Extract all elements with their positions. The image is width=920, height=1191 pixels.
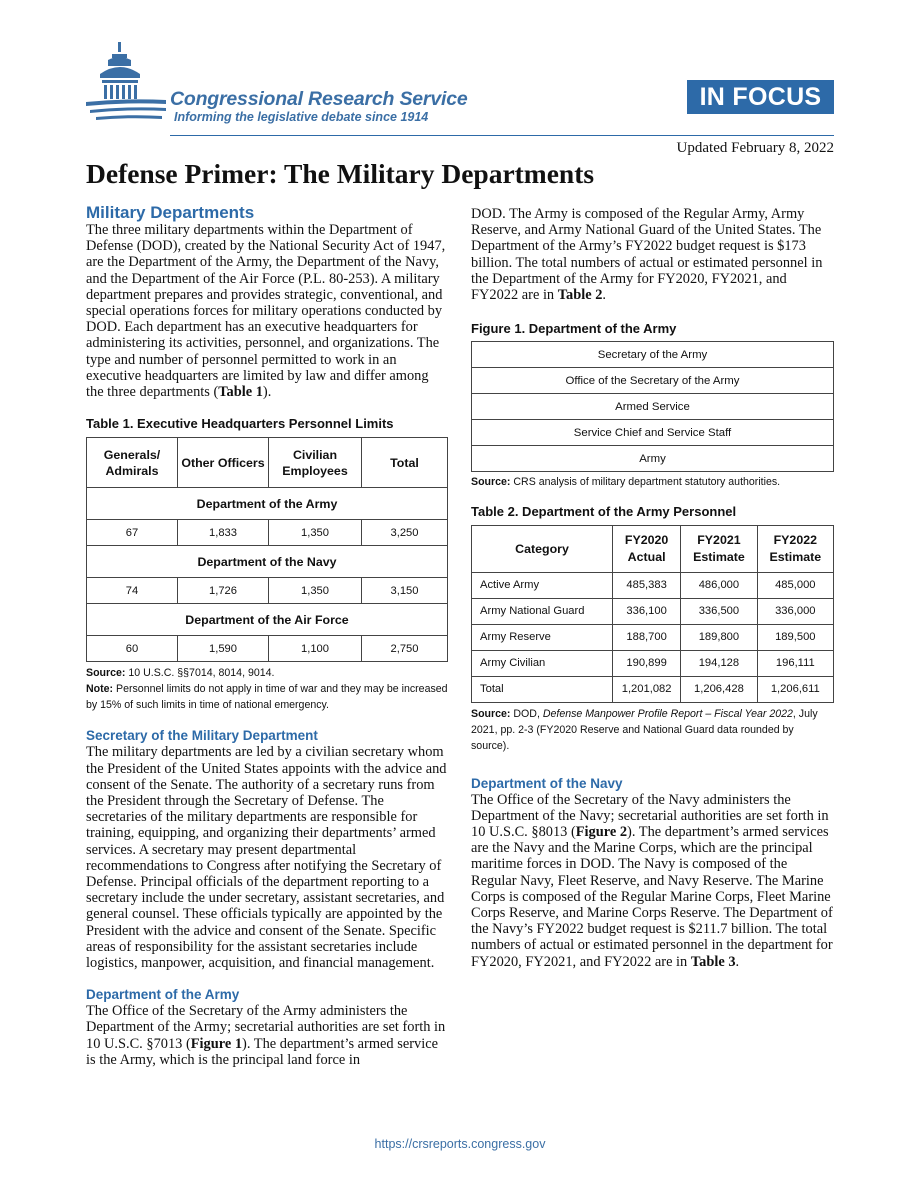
left-column xyxy=(86,203,448,1068)
table2-cell: 1,201,082 xyxy=(613,676,681,702)
table2-cell: 189,800 xyxy=(681,624,757,650)
army-cont-text: DOD. The Army is composed of the Regular Army, Army Reserve, and Army National Guard of the United States. The Department of the Army’s FY2022 budget request is $173 billion. The total numbers of actual or estimated personnel in the Department of the Army for FY2020, FY2021, and FY2022 are in xyxy=(471,206,823,304)
table2-cell: 188,700 xyxy=(613,624,681,650)
table2-header: Category xyxy=(472,525,613,572)
table1-cell: 74 xyxy=(87,578,178,604)
navy-text-mid: ). The department’s armed services are the Navy and the Marine Corps, which are the principal maritime forces in DOD. The Navy is composed of the Regular Navy, Fleet Reserve, and Navy Reserve. The Marine Corps is composed of the Regular Marine Corps, Fleet Marine Corps Reserve, and Marine Corps Reserve. The Department of the Navy’s FY2022 budget request is $211.7 billion. The total numbers of actual or estimated personnel in the department for FY2020, FY2021, and FY2022 are in xyxy=(471,824,833,970)
footer-link[interactable]: https://crsreports.congress.gov xyxy=(374,1137,546,1151)
table2-cell: 194,128 xyxy=(681,650,757,676)
table2-cell: 336,500 xyxy=(681,598,757,624)
source-label: Source: xyxy=(471,707,511,720)
army-org-figure xyxy=(471,341,834,472)
table1-cell: 1,833 xyxy=(178,520,269,546)
updated-date: Updated February 8, 2022 xyxy=(676,140,834,156)
figure1-ref: Figure 1 xyxy=(190,1035,243,1052)
table1-cell: 1,350 xyxy=(269,578,362,604)
figure1-caption: Figure 1. Department of the Army xyxy=(471,321,677,337)
org-box: Office of the Secretary of the Army xyxy=(472,368,834,394)
table2-cell: 189,500 xyxy=(757,624,833,650)
table2-cell: 1,206,428 xyxy=(681,676,757,702)
figure2-ref: Figure 2 xyxy=(575,824,628,841)
source-text-end: , July 2021, pp. 2-3 (FY2020 Reserve and National Guard data rounded by source). xyxy=(471,707,818,752)
section-heading-navy: Department of the Navy xyxy=(471,775,623,791)
table2-cell: Army National Guard xyxy=(472,598,613,624)
table2-cell: 336,000 xyxy=(757,598,833,624)
navy-text-end: . xyxy=(735,953,740,970)
table2-cell: 1,206,611 xyxy=(757,676,833,702)
table2-cell: Army Civilian xyxy=(472,650,613,676)
source-title: Defense Manpower Profile Report – Fiscal Year 2022 xyxy=(542,707,793,720)
figure1-source xyxy=(471,474,834,490)
table1-header: Civilian Employees xyxy=(269,438,362,488)
source-text: DOD, xyxy=(510,707,543,720)
table-row xyxy=(472,598,834,624)
org-box: Army xyxy=(472,446,834,472)
in-focus-badge: IN FOCUS xyxy=(687,80,834,114)
table1-cell: 3,250 xyxy=(362,520,448,546)
table1-note xyxy=(86,681,448,713)
table2-source xyxy=(471,706,834,754)
table2-header: FY2022 Estimate xyxy=(757,525,833,572)
org-name: Congressional Research Service xyxy=(170,88,468,110)
table2-cell: 486,000 xyxy=(681,572,757,598)
navy-paragraph xyxy=(471,792,834,970)
section-heading-secretary: Secretary of the Military Department xyxy=(86,728,318,744)
source-label: Source: xyxy=(471,476,511,489)
table1-cell: 3,150 xyxy=(362,578,448,604)
table1-section: Department of the Navy xyxy=(87,546,448,578)
table2-header: FY2020 Actual xyxy=(613,525,681,572)
note-label: Note: xyxy=(86,683,114,696)
table1-cell: 2,750 xyxy=(362,636,448,662)
table-row xyxy=(472,572,834,598)
table1-cell: 1,100 xyxy=(269,636,362,662)
header-rule xyxy=(170,135,834,136)
table2-cell: Active Army xyxy=(472,572,613,598)
intro-paragraph xyxy=(86,222,448,400)
source-label: Source: xyxy=(86,667,126,680)
table2-caption: Table 2. Department of the Army Personnel xyxy=(471,504,737,520)
navy-text: The Office of the Secretary of the Navy administers the Department of the Navy; secretarial authorities are set forth in 10 U.S.C. §8013 ( xyxy=(471,791,829,841)
table1-header: Total xyxy=(362,438,448,488)
org-box: Secretary of the Army xyxy=(472,342,834,368)
army-paragraph xyxy=(86,1003,448,1068)
table1-source xyxy=(86,665,448,681)
army-cont-end: . xyxy=(602,287,606,304)
army-continued-paragraph xyxy=(471,206,834,303)
table1-cell: 1,590 xyxy=(178,636,269,662)
table-row xyxy=(472,624,834,650)
source-text: CRS analysis of military department statutory authorities. xyxy=(510,476,781,489)
table2-cell: 485,383 xyxy=(613,572,681,598)
table1-cell: 60 xyxy=(87,636,178,662)
army-text-end: ). The department’s armed service is the Army, which is the principal land force in xyxy=(86,1035,438,1068)
secretary-paragraph: The military departments are led by a civilian secretary whom the President of the United States appoints with the advice and consent of the Senate. The authority of a secretary runs from the President through the Secretary of Defense. The secretaries of the military departments are responsible for training, equipping, and organizing their departments’ armed services. A secretary may present departmental recommendations to Congress after notifying the Secretary of Defense. Principal officials of the department reporting to a secretary include the under secretary, assistant secretaries, and general counsel. These officials typically are appointed by the President with the advice and consent of the Senate. Specific areas of responsibility for the assistant secretaries include logistics, manpower, acquisition, and financial management. xyxy=(86,744,447,972)
table-row xyxy=(472,676,834,702)
note-text: Personnel limits do not apply in time of war and they may be increased by 15% of such limits in time of national emergency. xyxy=(86,683,448,712)
table1-section: Department of the Army xyxy=(87,488,448,520)
org-tagline: Informing the legislative debate since 1914 xyxy=(174,110,429,124)
table1-caption: Table 1. Executive Headquarters Personnel Limits xyxy=(86,416,394,432)
table-row xyxy=(472,650,834,676)
table2-header: FY2021 Estimate xyxy=(681,525,757,572)
intro-text-end: ). xyxy=(262,384,272,401)
table3-ref: Table 3 xyxy=(690,953,736,970)
table1-header: Other Officers xyxy=(178,438,269,488)
right-column xyxy=(471,206,834,970)
table2-cell: 196,111 xyxy=(757,650,833,676)
section-heading-military-departments: Military Departments xyxy=(86,203,255,222)
table2-ref: Table 2 xyxy=(557,287,603,304)
table2-cell: 336,100 xyxy=(613,598,681,624)
intro-text: The three military departments within the Department of Defense (DOD), created by the National Security Act of 1947, are the Department of the Army, the Department of the Navy, and the Department of the Air Force (P.L. 80-253). A military department prepares and provides strategic, conventional, and special operations forces for military operations conducted by DOD. Each department has an executive headquarters for administering its activities, personnel, and organizations. The type and number of personnel permitted to work in an executive headquarters are limited by law and differ among the three departments ( xyxy=(86,222,446,401)
personnel-limits-table xyxy=(86,437,448,662)
table1-section: Department of the Air Force xyxy=(87,604,448,636)
table2-cell: Total xyxy=(472,676,613,702)
army-text: The Office of the Secretary of the Army administers the Department of the Army; secretarial authorities are set forth in 10 U.S.C. §7013 ( xyxy=(86,1003,446,1052)
org-box: Service Chief and Service Staff xyxy=(472,420,834,446)
army-personnel-table xyxy=(471,525,834,703)
table1-ref: Table 1 xyxy=(218,384,263,401)
table1-header: Generals/ Admirals xyxy=(87,438,178,488)
section-heading-army: Department of the Army xyxy=(86,987,240,1003)
table1-cell: 67 xyxy=(87,520,178,546)
table1-cell: 1,726 xyxy=(178,578,269,604)
table2-cell: 485,000 xyxy=(757,572,833,598)
table1-cell: 1,350 xyxy=(269,520,362,546)
table2-cell: 190,899 xyxy=(613,650,681,676)
table2-cell: Army Reserve xyxy=(472,624,613,650)
org-box: Armed Service xyxy=(472,394,834,420)
page-title: Defense Primer: The Military Departments xyxy=(86,158,595,189)
source-text: 10 U.S.C. §§7014, 8014, 9014. xyxy=(125,667,275,680)
